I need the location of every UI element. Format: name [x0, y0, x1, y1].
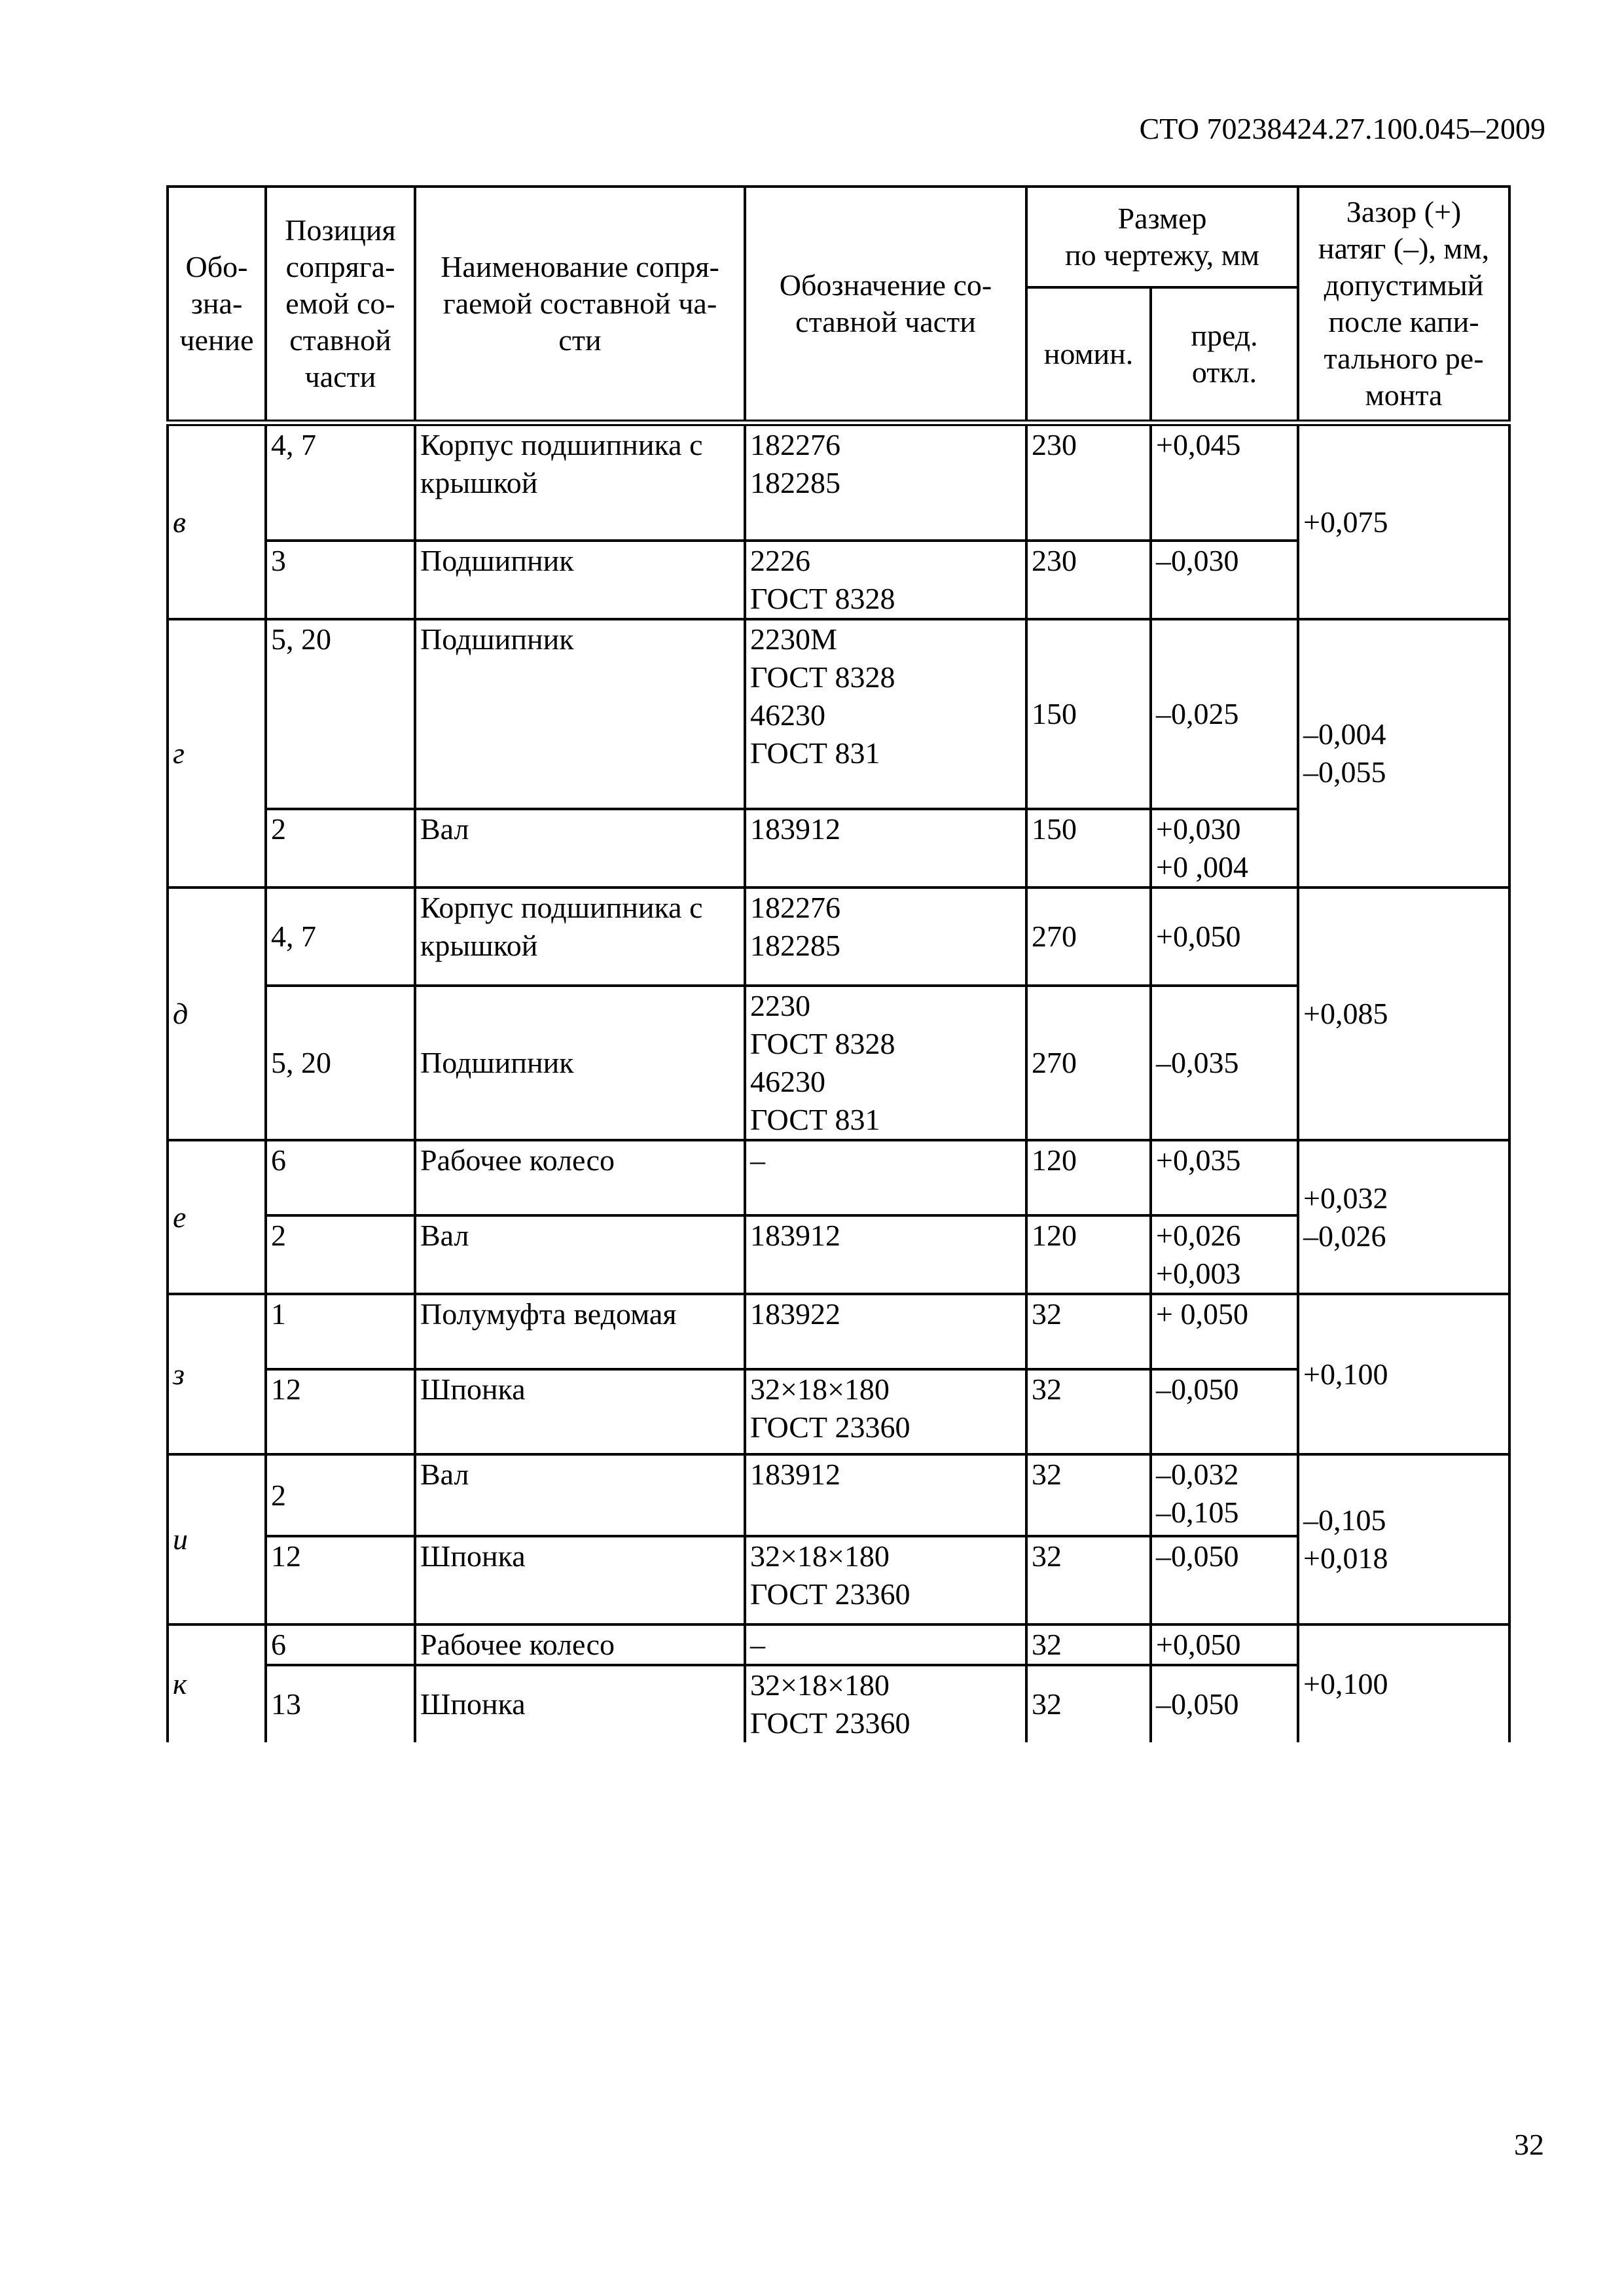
- position-cell: 5, 20: [266, 986, 415, 1140]
- position-cell: 6: [266, 1624, 415, 1665]
- text-line: Обо-: [185, 250, 248, 283]
- text-line: допустимый: [1324, 268, 1484, 302]
- deviation-cell: [1151, 1454, 1298, 1536]
- deviation-cell: [1151, 1369, 1298, 1454]
- deviation-cell: [1151, 619, 1298, 809]
- nominal-cell: 32: [1026, 1624, 1151, 1665]
- position-cell: 1: [266, 1294, 415, 1369]
- text-line: –0,004: [1303, 717, 1386, 751]
- part-designation-cell: [745, 986, 1026, 1140]
- page-number: 32: [1514, 2128, 1544, 2161]
- nominal-cell: 120: [1026, 1215, 1151, 1294]
- deviation-cell: [1151, 1536, 1298, 1624]
- text-line: +0,003: [1156, 1257, 1241, 1290]
- text-line: –0,105: [1303, 1503, 1386, 1537]
- text-line: +0,032: [1303, 1181, 1388, 1215]
- designation-cell: к: [168, 1624, 266, 1742]
- text-line: ГОСТ 831: [750, 736, 880, 770]
- designation-cell: д: [168, 888, 266, 1140]
- text-line: Подшипник: [420, 622, 574, 656]
- deviation-cell: [1151, 1140, 1298, 1215]
- name-cell: [415, 1624, 745, 1665]
- text-line: сопряга-: [285, 250, 395, 283]
- deviation-cell: [1151, 1665, 1298, 1742]
- text-line: +0,035: [1156, 1143, 1241, 1177]
- text-line: + 0,050: [1156, 1297, 1248, 1331]
- table-row: [168, 888, 1509, 986]
- nominal-cell: 32: [1026, 1665, 1151, 1742]
- text-line: Шпонка: [420, 1539, 526, 1573]
- name-cell: [415, 1665, 745, 1742]
- text-line: +0,050: [1156, 920, 1241, 953]
- text-line: емой со-: [285, 287, 395, 320]
- text-line: 32×18×180: [750, 1539, 890, 1573]
- nominal-cell: 230: [1026, 423, 1151, 541]
- position-cell: 4, 7: [266, 888, 415, 986]
- header-designation: [168, 187, 266, 423]
- position-cell: 13: [266, 1665, 415, 1742]
- text-line: ГОСТ 23360: [750, 1706, 911, 1740]
- text-line: 2230М: [750, 622, 837, 656]
- nominal-cell: 150: [1026, 619, 1151, 809]
- text-line: ГОСТ 8328: [750, 1027, 895, 1060]
- text-line: ставной: [289, 323, 391, 357]
- name-cell: [415, 1140, 745, 1215]
- text-line: –0,035: [1156, 1046, 1239, 1079]
- name-cell: [415, 423, 745, 541]
- deviation-cell: [1151, 888, 1298, 986]
- text-line: 183912: [750, 1219, 840, 1252]
- text-line: Наименование сопря-: [441, 250, 719, 283]
- nominal-cell: 120: [1026, 1140, 1151, 1215]
- nominal-cell: 32: [1026, 1536, 1151, 1624]
- text-line: чение: [179, 323, 254, 357]
- text-line: 182276: [750, 428, 840, 461]
- text-line: +0,050: [1156, 1628, 1241, 1661]
- text-line: Вал: [420, 1458, 469, 1491]
- text-line: крышкой: [420, 929, 538, 962]
- text-line: Рабочее колесо: [420, 1628, 615, 1661]
- deviation-cell: [1151, 1215, 1298, 1294]
- name-cell: [415, 1536, 745, 1624]
- position-cell: 2: [266, 809, 415, 888]
- deviation-cell: [1151, 986, 1298, 1140]
- position-cell: 2: [266, 1454, 415, 1536]
- designation-cell: е: [168, 1140, 266, 1294]
- deviation-cell: [1151, 809, 1298, 888]
- text-line: сти: [558, 323, 602, 357]
- text-line: 2230: [750, 989, 810, 1022]
- text-line: Шпонка: [420, 1687, 526, 1721]
- name-cell: [415, 1369, 745, 1454]
- header-name: [415, 187, 745, 423]
- position-cell: 6: [266, 1140, 415, 1215]
- clearance-cell: [1298, 1140, 1509, 1294]
- text-line: ГОСТ 8328: [750, 660, 895, 694]
- text-line: ГОСТ 8328: [750, 582, 895, 615]
- table-body: [168, 423, 1509, 1742]
- clearance-cell: [1298, 423, 1509, 619]
- text-line: 2226: [750, 544, 810, 577]
- designation-cell: в: [168, 423, 266, 619]
- text-line: –: [750, 1628, 765, 1661]
- header-position: [266, 187, 415, 423]
- text-line: +0,018: [1303, 1541, 1388, 1575]
- text-line: зна-: [190, 287, 243, 320]
- part-designation-cell: [745, 1140, 1026, 1215]
- nominal-cell: 32: [1026, 1294, 1151, 1369]
- text-line: 182285: [750, 929, 840, 962]
- part-designation-cell: [745, 888, 1026, 986]
- clearance-cell: [1298, 619, 1509, 888]
- text-line: 46230: [750, 698, 825, 732]
- position-cell: 2: [266, 1215, 415, 1294]
- position-cell: 12: [266, 1369, 415, 1454]
- text-line: Рабочее колесо: [420, 1143, 615, 1177]
- text-line: +0,026: [1156, 1219, 1241, 1252]
- part-designation-cell: [745, 809, 1026, 888]
- clearance-cell: [1298, 1454, 1509, 1624]
- table-row: [168, 1294, 1509, 1369]
- text-line: –0,050: [1156, 1687, 1239, 1721]
- text-line: монта: [1365, 378, 1443, 412]
- text-line: ГОСТ 23360: [750, 1577, 911, 1611]
- nominal-cell: 230: [1026, 541, 1151, 619]
- text-line: 183922: [750, 1297, 840, 1331]
- text-line: Зазор (+): [1346, 195, 1462, 228]
- nominal-cell: 270: [1026, 986, 1151, 1140]
- name-cell: [415, 1454, 745, 1536]
- part-designation-cell: [745, 1624, 1026, 1665]
- table-header: [168, 187, 1509, 423]
- text-line: 183912: [750, 812, 840, 846]
- text-line: –0,105: [1156, 1496, 1239, 1529]
- part-designation-cell: [745, 1536, 1026, 1624]
- text-line: номин.: [1043, 337, 1134, 370]
- position-cell: 4, 7: [266, 423, 415, 541]
- part-designation-cell: [745, 1665, 1026, 1742]
- text-line: +0 ,004: [1156, 850, 1248, 884]
- table-row: [168, 619, 1509, 809]
- text-line: Вал: [420, 812, 469, 846]
- text-line: +0,075: [1303, 505, 1388, 539]
- header-part-designation: [745, 187, 1026, 423]
- document-code: СТО 70238424.27.100.045–2009: [1139, 112, 1545, 145]
- name-cell: [415, 809, 745, 888]
- position-cell: 5, 20: [266, 619, 415, 809]
- text-line: 182276: [750, 891, 840, 924]
- part-designation-cell: [745, 1294, 1026, 1369]
- text-line: 32×18×180: [750, 1372, 890, 1406]
- table-row: [168, 1140, 1509, 1215]
- table-row: [168, 1454, 1509, 1536]
- text-line: Корпус подшипника с: [420, 891, 703, 924]
- text-line: +0,100: [1303, 1667, 1388, 1700]
- text-line: пред.: [1191, 319, 1258, 352]
- table-row: [168, 423, 1509, 541]
- text-line: –0,030: [1156, 544, 1239, 577]
- text-line: натяг (–), мм,: [1318, 232, 1490, 265]
- part-designation-cell: [745, 1454, 1026, 1536]
- text-line: +0,045: [1156, 428, 1241, 461]
- text-line: Размер: [1117, 202, 1207, 235]
- text-line: Подшипник: [420, 1046, 574, 1079]
- part-designation-cell: [745, 1369, 1026, 1454]
- table-row: [168, 1624, 1509, 1665]
- text-line: гаемой составной ча-: [442, 287, 717, 320]
- header-clearance: [1298, 187, 1509, 423]
- text-line: Обозначение со-: [779, 268, 992, 302]
- text-line: крышкой: [420, 466, 538, 499]
- deviation-cell: [1151, 541, 1298, 619]
- position-cell: 12: [266, 1536, 415, 1624]
- text-line: части: [304, 360, 376, 393]
- text-line: по чертежу, мм: [1065, 238, 1259, 272]
- text-line: Шпонка: [420, 1372, 526, 1406]
- header-deviation: [1151, 287, 1298, 423]
- text-line: Позиция: [285, 213, 396, 247]
- nominal-cell: 150: [1026, 809, 1151, 888]
- name-cell: [415, 986, 745, 1140]
- text-line: 182285: [750, 466, 840, 499]
- text-line: 32×18×180: [750, 1668, 890, 1702]
- text-line: ГОСТ 23360: [750, 1410, 911, 1444]
- header-nominal: [1026, 287, 1151, 423]
- part-designation-cell: [745, 1215, 1026, 1294]
- text-line: Вал: [420, 1219, 469, 1252]
- text-line: после капи-: [1328, 305, 1479, 338]
- text-line: –0,050: [1156, 1539, 1239, 1573]
- text-line: Корпус подшипника с: [420, 428, 703, 461]
- part-designation-cell: [745, 541, 1026, 619]
- text-line: ГОСТ 831: [750, 1103, 880, 1136]
- designation-cell: г: [168, 619, 266, 888]
- name-cell: [415, 541, 745, 619]
- text-line: Полумуфта ведомая: [420, 1297, 677, 1331]
- nominal-cell: 32: [1026, 1454, 1151, 1536]
- text-line: Подшипник: [420, 544, 574, 577]
- clearance-cell: [1298, 1294, 1509, 1454]
- name-cell: [415, 619, 745, 809]
- header-size-group: [1026, 187, 1298, 287]
- mating-parts-table: [166, 185, 1511, 1742]
- text-line: –0,025: [1156, 697, 1239, 730]
- text-line: +0,100: [1303, 1357, 1388, 1391]
- text-line: ставной части: [795, 305, 976, 338]
- name-cell: [415, 1215, 745, 1294]
- deviation-cell: [1151, 1624, 1298, 1665]
- part-designation-cell: [745, 423, 1026, 541]
- designation-cell: и: [168, 1454, 266, 1624]
- clearance-cell: [1298, 888, 1509, 1140]
- text-line: 183912: [750, 1458, 840, 1491]
- text-line: +0,030: [1156, 812, 1241, 846]
- position-cell: 3: [266, 541, 415, 619]
- part-designation-cell: [745, 619, 1026, 809]
- nominal-cell: 32: [1026, 1369, 1151, 1454]
- clearance-cell: [1298, 1624, 1509, 1742]
- name-cell: [415, 1294, 745, 1369]
- nominal-cell: 270: [1026, 888, 1151, 986]
- deviation-cell: [1151, 423, 1298, 541]
- text-line: +0,085: [1303, 997, 1388, 1030]
- text-line: 46230: [750, 1065, 825, 1098]
- text-line: –0,055: [1303, 755, 1386, 789]
- designation-cell: з: [168, 1294, 266, 1454]
- deviation-cell: [1151, 1294, 1298, 1369]
- text-line: –0,050: [1156, 1372, 1239, 1406]
- text-line: –: [750, 1143, 765, 1177]
- text-line: –0,032: [1156, 1458, 1239, 1491]
- text-line: тального ре-: [1324, 342, 1484, 375]
- text-line: –0,026: [1303, 1219, 1386, 1253]
- text-line: откл.: [1191, 355, 1257, 389]
- name-cell: [415, 888, 745, 986]
